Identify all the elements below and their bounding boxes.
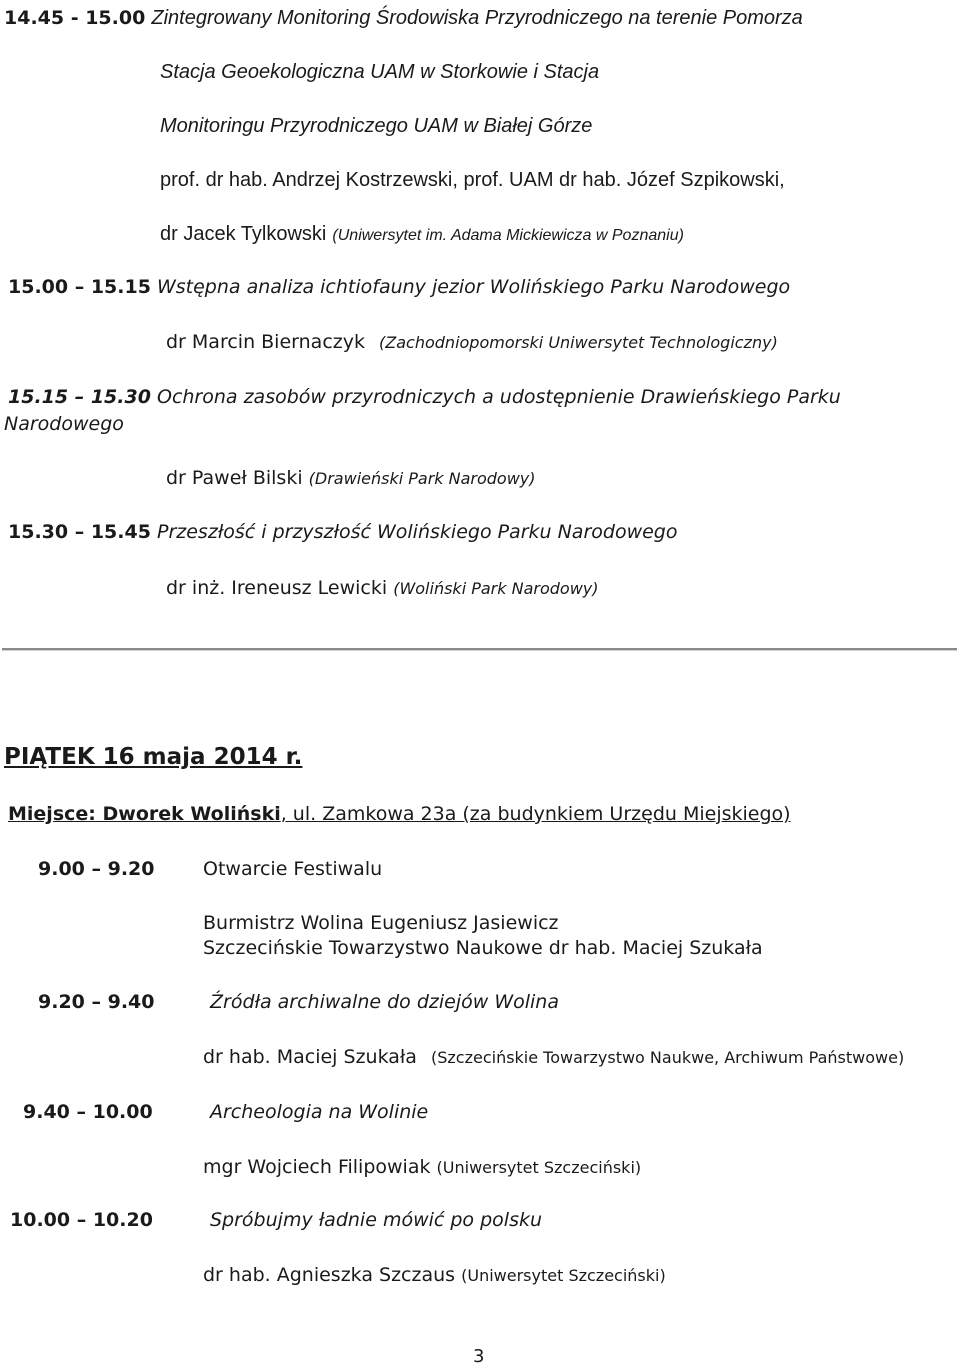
session-2-speaker: dr Marcin Biernaczyk (166, 331, 365, 353)
session-3-title-line-2: Narodowego (4, 413, 124, 435)
session-1-time: 14.45 - 15.00 (4, 7, 146, 29)
session-2-affiliation: (Zachodniopomorski Uniwersytet Technologiczny) (379, 333, 778, 352)
friday-1-title: Otwarcie Festiwalu (203, 858, 383, 880)
session-3-speaker-line (166, 467, 536, 490)
friday-3-time: 9.40 – 10.00 (23, 1101, 153, 1123)
session-1-title-line-2: Stacja Geoekologiczna UAM w Storkowie i Stacja (160, 61, 600, 83)
venue-address: , ul. Zamkowa 23a (za budynkiem Urzędu Miejskiego) (280, 803, 791, 825)
friday-2-time: 9.20 – 9.40 (38, 991, 155, 1013)
friday-4-title: Spróbujmy ładnie mówić po polsku (210, 1209, 543, 1231)
session-2-speaker-line (166, 331, 778, 354)
friday-3-speaker: mgr Wojciech Filipowiak (203, 1156, 431, 1178)
session-3-time: 15.15 – 15.30 (8, 386, 151, 408)
session-1-heading (4, 6, 803, 30)
session-1-title-line-1: Zintegrowany Monitoring Środowiska Przyrodniczego na terenie Pomorza (151, 7, 803, 29)
session-2-time: 15.00 – 15.15 (8, 276, 151, 298)
friday-2-title: Źródła archiwalne do dziejów Wolina (210, 991, 559, 1013)
session-3-speaker: dr Paweł Bilski (166, 467, 303, 489)
friday-4-speaker: dr hab. Agnieszka Szczaus (203, 1264, 456, 1286)
friday-2-affiliation: (Szczecińskie Towarzystwo Naukwe, Archiwum Państwowe) (430, 1048, 905, 1067)
session-4-affiliation: (Woliński Park Narodowy) (393, 579, 599, 598)
friday-4-affiliation: (Uniwersytet Szczeciński) (461, 1266, 666, 1285)
session-1-speakers-line-2 (160, 222, 684, 246)
friday-2-speaker-line (203, 1046, 904, 1069)
friday-3-affiliation: (Uniwersytet Szczeciński) (436, 1158, 642, 1177)
venue-label: Miejsce: Dworek Woliński (8, 803, 281, 825)
section-divider (2, 648, 957, 650)
session-4-speaker-line (166, 577, 598, 600)
session-3-affiliation: (Drawieński Park Narodowy) (308, 469, 536, 488)
friday-3-title: Archeologia na Wolinie (210, 1101, 429, 1123)
session-4-title: Przeszłość i przyszłość Wolińskiego Parku Narodowego (156, 521, 678, 543)
session-4-heading (8, 521, 678, 544)
session-3-title-line-1: Ochrona zasobów przyrodniczych a udostępnienie Drawieńskiego Parku (156, 386, 841, 408)
session-4-speaker: dr inż. Ireneusz Lewicki (166, 577, 388, 599)
session-1-affiliation: (Uniwersytet im. Adama Mickiewicza w Poznaniu) (332, 227, 684, 244)
friday-2-speaker: dr hab. Maciej Szukała (203, 1046, 417, 1068)
page-number: 3 (473, 1346, 485, 1367)
session-2-heading (8, 276, 790, 299)
friday-3-speaker-line (203, 1156, 641, 1179)
friday-1-line-1: Burmistrz Wolina Eugeniusz Jasiewicz (203, 912, 559, 934)
friday-4-speaker-line (203, 1264, 666, 1287)
session-1-speakers-line-1: prof. dr hab. Andrzej Kostrzewski, prof. UAM dr hab. Józef Szpikowski, (160, 169, 785, 191)
session-3-heading (8, 386, 841, 409)
day-heading: PIĄTEK 16 maja 2014 r. (4, 744, 303, 770)
session-1-title-line-3: Monitoringu Przyrodniczego UAM w Białej Górze (160, 115, 593, 137)
friday-1-line-2: Szczecińskie Towarzystwo Naukowe dr hab. Maciej Szukała (203, 937, 763, 959)
friday-4-time: 10.00 – 10.20 (10, 1209, 153, 1231)
friday-1-time: 9.00 – 9.20 (38, 858, 155, 880)
session-1-speaker: dr Jacek Tylkowski (160, 223, 327, 245)
venue-line (8, 803, 791, 826)
session-2-title: Wstępna analiza ichtiofauny jezior Wolińskiego Parku Narodowego (156, 276, 791, 298)
session-4-time: 15.30 – 15.45 (8, 521, 151, 543)
